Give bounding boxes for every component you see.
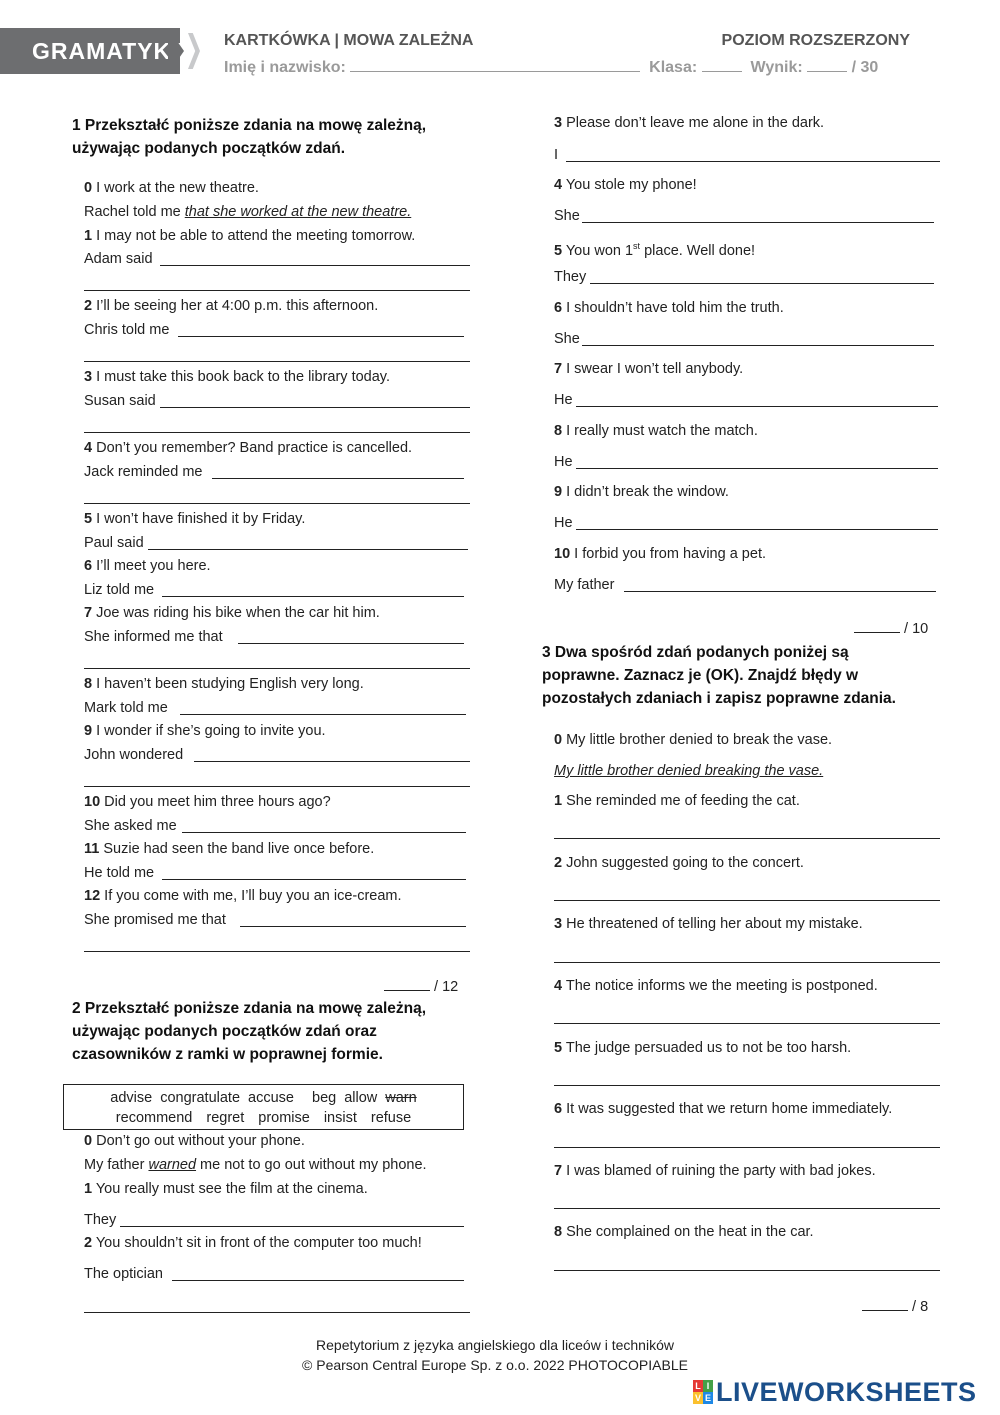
ex1-item-3-start: Susan said: [84, 393, 156, 409]
answer-line[interactable]: [84, 951, 470, 952]
score-field[interactable]: [807, 57, 847, 72]
verb-word: promise: [258, 1110, 310, 1126]
answer-line[interactable]: [84, 361, 470, 362]
ex2-title: [72, 997, 426, 1066]
header-fields: [224, 57, 878, 77]
answer-line[interactable]: [84, 290, 470, 291]
banner-chevron: [188, 33, 200, 69]
ex1-item-8: 8 I haven’t been studying English very long.: [84, 676, 364, 692]
ex1-item-4: 4 Don’t you remember? Band practice is cancelled.: [84, 440, 413, 456]
ex3-item-3: 3 He threatened of telling her about my mistake.: [554, 916, 863, 932]
ex3-item-0: 0 My little brother denied to break the vase.: [554, 732, 833, 748]
ex1-item-1: 1 I may not be able to attend the meeting tomorrow.: [84, 228, 416, 244]
ex1-item-9-start: John wondered: [84, 747, 184, 763]
ex2-item-10: 10 I forbid you from having a pet.: [554, 546, 766, 562]
ex3-title-line: 3 Dwa spośród zdań podanych poniżej są: [542, 644, 849, 661]
ex3-item-6: 6 It was suggested that we return home immediately.: [554, 1101, 893, 1117]
answer-line[interactable]: [554, 838, 940, 839]
ex3-score: / 8: [862, 1298, 928, 1315]
ex2-item-9: 9 I didn’t break the window.: [554, 484, 729, 500]
answer-line[interactable]: [576, 406, 938, 407]
ex2-item-3: 3 Please don’t leave me alone in the dark.: [554, 115, 825, 131]
answer-line[interactable]: [160, 265, 470, 266]
ex2-item-7: 7 I swear I won’t tell anybody.: [554, 361, 744, 377]
verb-word: regret: [206, 1110, 245, 1126]
ex2-title-line: używając podanych początków zdań oraz: [72, 1023, 377, 1040]
liveworksheets-brand: LIVEWORKSHEETS: [716, 1376, 977, 1407]
ex2-item-0: 0 Don’t go out without your phone.: [84, 1133, 305, 1149]
ex2-item-6: 6 I shouldn’t have told him the truth.: [554, 300, 784, 316]
answer-line[interactable]: [84, 432, 470, 433]
ex2-item-3-start: I: [554, 147, 559, 163]
answer-line[interactable]: [84, 503, 470, 504]
answer-line[interactable]: [178, 336, 464, 337]
answer-line[interactable]: [240, 926, 466, 927]
ex2-item-10-start: My father: [554, 577, 615, 593]
answer-line[interactable]: [238, 643, 464, 644]
answer-line[interactable]: [554, 1208, 940, 1209]
answer-line[interactable]: [554, 962, 940, 963]
ex1-item-5-start: Paul said: [84, 535, 144, 551]
level-label: POZIOM ROZSZERZONY: [721, 32, 910, 49]
answer-line[interactable]: [576, 529, 938, 530]
ex2-item-7-start: He: [554, 392, 573, 408]
ex3-title-line: pozostałych zdaniach i zapisz poprawne zdania.: [542, 690, 896, 707]
ex2-score: / 10: [854, 620, 928, 637]
ex3-item-2: 2 John suggested going to the concert.: [554, 855, 804, 871]
liveworksheets-logo-icon: L I V E: [694, 1381, 711, 1403]
verb-word: allow: [344, 1090, 378, 1106]
ex1-item-8-start: Mark told me: [84, 700, 168, 716]
answer-line[interactable]: [554, 1270, 940, 1271]
ex2-item-9-start: He: [554, 515, 573, 531]
answer-line[interactable]: [180, 714, 466, 715]
ex2-item-1-start: They: [84, 1212, 117, 1228]
ex2-item-8: 8 I really must watch the match.: [554, 423, 758, 439]
class-field[interactable]: [702, 57, 742, 72]
ex2-item-4-start: She: [554, 208, 580, 224]
ex1-item-7-start: She informed me that: [84, 629, 223, 645]
class-label: Klasa:: [649, 59, 698, 76]
name-field[interactable]: [350, 57, 640, 72]
answer-line[interactable]: [582, 345, 934, 346]
answer-line[interactable]: [554, 900, 940, 901]
banner-label: GRAMATYKA: [32, 38, 189, 64]
ex1-title-line: używając podanych początków zdań.: [72, 140, 346, 157]
ex3-score-field[interactable]: [862, 1298, 908, 1311]
answer-line[interactable]: [554, 1023, 940, 1024]
ex1-item-0-answer: Rachel told me that she worked at the new theatre.: [84, 204, 412, 220]
ex1-item-4-start: Jack reminded me: [84, 464, 203, 480]
ex2-item-0-answer: My father warned me not to go out without my phone.: [84, 1157, 427, 1173]
ex2-item-2: 2 You shouldn’t sit in front of the computer too much!: [84, 1235, 422, 1251]
worksheet-title: KARTKÓWKA | MOWA ZALEŻNA: [224, 32, 474, 49]
answer-line[interactable]: [182, 832, 466, 833]
footer-line1: Repetytorium z języka angielskiego dla liceów i techników: [316, 1337, 674, 1353]
answer-line[interactable]: [576, 468, 938, 469]
ex3-title: [542, 641, 896, 710]
answer-line[interactable]: [84, 786, 470, 787]
ex1-item-7: 7 Joe was riding his bike when the car hit him.: [84, 605, 380, 621]
answer-line[interactable]: [84, 1312, 470, 1313]
ex2-title-line: 2 Przekształć poniższe zdania na mowę zależną,: [72, 1000, 427, 1017]
ex3-title-line: poprawne. Zaznacz je (OK). Znajdź błędy w: [542, 667, 859, 684]
ex1-item-1-start: Adam said: [84, 251, 153, 267]
answer-line[interactable]: [194, 761, 470, 762]
answer-line[interactable]: [160, 407, 470, 408]
verb-word: congratulate: [160, 1090, 241, 1106]
ex2-item-5-start: They: [554, 269, 587, 285]
ex1-item-6: 6 I’ll meet you here.: [84, 558, 211, 574]
ex2-item-6-start: She: [554, 331, 580, 347]
footer-line2: © Pearson Central Europe Sp. z o.o. 2022 PHOTOCOPIABLE: [302, 1357, 688, 1373]
liveworksheets-logo: [693, 1378, 977, 1406]
answer-line[interactable]: [84, 668, 470, 669]
verb-word: insist: [323, 1110, 357, 1126]
ex1-title: [72, 114, 426, 160]
answer-line[interactable]: [172, 1280, 464, 1281]
banner-arrow: [168, 28, 184, 74]
ex2-item-5: 5 You won 1st place. Well done!: [554, 241, 756, 259]
verb-box: [63, 1084, 464, 1130]
ex3-item-1: 1 She reminded me of feeding the cat.: [554, 793, 800, 809]
ex1-item-0: 0 I work at the new theatre.: [84, 180, 259, 196]
answer-line[interactable]: [554, 1085, 940, 1086]
ex2-item-2-start: The optician: [84, 1266, 163, 1282]
answer-line[interactable]: [162, 596, 464, 597]
ex1-item-2: 2 I’ll be seeing her at 4:00 p.m. this afternoon.: [84, 298, 379, 314]
ex1-title-line: 1 Przekształć poniższe zdania na mowę zależną,: [72, 117, 427, 134]
ex1-item-6-start: Liz told me: [84, 582, 155, 598]
verb-word: advise: [110, 1090, 153, 1106]
verb-word: accuse: [248, 1090, 294, 1106]
answer-line[interactable]: [162, 879, 466, 880]
ex1-item-5: 5 I won’t have finished it by Friday.: [84, 511, 306, 527]
ex3-item-0-answer: My little brother denied breaking the vase.: [554, 763, 824, 779]
name-label: Imię i nazwisko:: [224, 59, 346, 76]
answer-line[interactable]: [566, 161, 940, 162]
ex2-title-line: czasowników z ramki w poprawnej formie.: [72, 1046, 383, 1063]
ex2-score-field[interactable]: [854, 620, 900, 633]
verb-word: beg: [312, 1090, 337, 1106]
ex1-item-12: 12 If you come with me, I’ll buy you an ice-cream.: [84, 888, 402, 904]
verb-word: recommend: [115, 1110, 193, 1126]
ex1-item-9: 9 I wonder if she’s going to invite you.: [84, 723, 326, 739]
answer-line[interactable]: [582, 222, 934, 223]
ex1-item-3: 3 I must take this book back to the library today.: [84, 369, 391, 385]
ex3-item-4: 4 The notice informs we the meeting is postponed.: [554, 978, 878, 994]
ex1-item-11-start: He told me: [84, 865, 155, 881]
gramatyka-banner: [0, 28, 189, 74]
ex3-item-7: 7 I was blamed of ruining the party with bad jokes.: [554, 1163, 876, 1179]
score-label: Wynik:: [750, 59, 803, 76]
ex2-item-8-start: He: [554, 454, 573, 470]
ex1-item-2-start: Chris told me: [84, 322, 170, 338]
answer-line[interactable]: [120, 1226, 464, 1227]
answer-line[interactable]: [590, 283, 934, 284]
ex1-score: / 12: [384, 978, 458, 995]
ex2-item-1: 1 You really must see the film at the cinema.: [84, 1181, 368, 1197]
ex1-item-10-start: She asked me: [84, 818, 177, 834]
verb-word: refuse: [370, 1110, 412, 1126]
score-total: / 30: [851, 59, 879, 76]
answer-line[interactable]: [212, 478, 464, 479]
verb-word-used: warn: [385, 1090, 417, 1106]
ex3-item-8: 8 She complained on the heat in the car.: [554, 1224, 814, 1240]
ex3-item-5: 5 The judge persuaded us to not be too harsh.: [554, 1040, 852, 1056]
ex1-item-12-start: She promised me that: [84, 912, 226, 928]
ex1-item-10: 10 Did you meet him three hours ago?: [84, 794, 331, 810]
answer-line[interactable]: [624, 591, 936, 592]
answer-line[interactable]: [148, 549, 468, 550]
ex1-item-11: 11 Suzie had seen the band live once before.: [84, 841, 375, 857]
answer-line[interactable]: [554, 1147, 940, 1148]
ex2-item-4: 4 You stole my phone!: [554, 177, 697, 193]
ex1-score-field[interactable]: [384, 978, 430, 991]
